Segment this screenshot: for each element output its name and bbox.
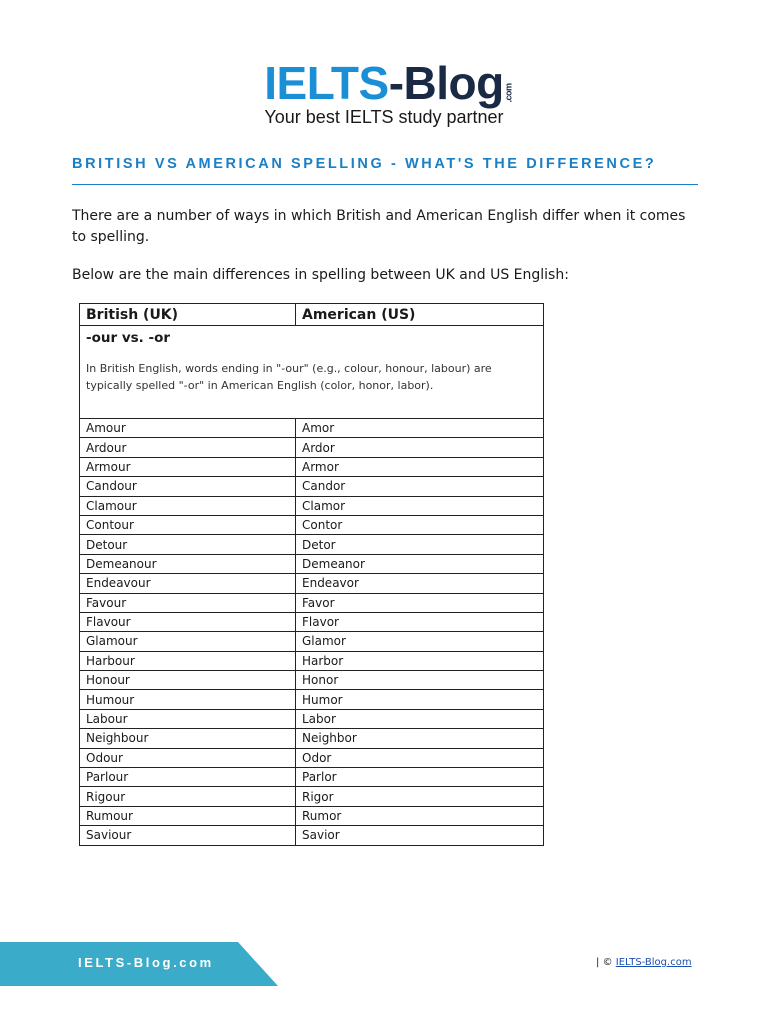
cell-british: Humour — [80, 690, 296, 709]
cell-british: Odour — [80, 748, 296, 767]
intro-paragraph-2: Below are the main differences in spelling between UK and US English: — [72, 267, 569, 283]
cell-british: Labour — [80, 709, 296, 728]
cell-british: Detour — [80, 535, 296, 554]
table-row — [80, 574, 544, 593]
cell-british: Armour — [80, 457, 296, 476]
cell-american: Favor — [296, 593, 544, 612]
cell-american: Flavor — [296, 612, 544, 631]
table-row — [80, 496, 544, 515]
table-row — [80, 554, 544, 573]
cell-american: Savior — [296, 826, 544, 845]
cell-american: Endeavor — [296, 574, 544, 593]
cell-american: Detor — [296, 535, 544, 554]
cell-american: Rumor — [296, 806, 544, 825]
table-row — [80, 709, 544, 728]
cell-american: Ardor — [296, 438, 544, 457]
table-row — [80, 515, 544, 534]
cell-british: Glamour — [80, 632, 296, 651]
footer-site-label: IELTS-Blog.com — [78, 955, 214, 970]
cell-american: Armor — [296, 457, 544, 476]
table-header-row — [80, 304, 544, 326]
cell-british: Favour — [80, 593, 296, 612]
cell-british: Contour — [80, 515, 296, 534]
cell-british: Rigour — [80, 787, 296, 806]
table-row — [80, 651, 544, 670]
cell-british: Endeavour — [80, 574, 296, 593]
cell-british: Demeanour — [80, 554, 296, 573]
cell-american: Candor — [296, 477, 544, 496]
table-row — [80, 787, 544, 806]
heading-divider — [72, 184, 698, 185]
section-row — [80, 326, 544, 419]
copyright-symbol: © — [602, 957, 613, 968]
cell-british: Rumour — [80, 806, 296, 825]
cell-american: Rigor — [296, 787, 544, 806]
table-row — [80, 671, 544, 690]
cell-american: Humor — [296, 690, 544, 709]
section-description: In British English, words ending in "-our" (e.g., colour, honour, labour) are typically spelled "-or" in American English (color, honor, labor). — [86, 362, 492, 392]
logo-com: .com — [503, 83, 514, 103]
table-row — [80, 593, 544, 612]
logo — [0, 58, 768, 108]
cell-american: Clamor — [296, 496, 544, 515]
table-row — [80, 768, 544, 787]
cell-american: Glamor — [296, 632, 544, 651]
cell-british: Saviour — [80, 826, 296, 845]
logo-wordmark — [264, 57, 514, 109]
header-british: British (UK) — [80, 304, 296, 326]
logo-ielts: IELTS — [264, 57, 389, 109]
table-row — [80, 826, 544, 845]
cell-american: Parlor — [296, 768, 544, 787]
cell-british: Ardour — [80, 438, 296, 457]
table-row — [80, 806, 544, 825]
cell-british: Neighbour — [80, 729, 296, 748]
copyright — [596, 957, 692, 968]
cell-american: Harbor — [296, 651, 544, 670]
cell-british: Honour — [80, 671, 296, 690]
section-title: -our vs. -or — [86, 330, 171, 346]
table-row — [80, 457, 544, 476]
table-row — [80, 535, 544, 554]
header-american: American (US) — [296, 304, 544, 326]
cell-british: Candour — [80, 477, 296, 496]
logo-blog: -Blog — [388, 57, 504, 109]
cell-american: Demeanor — [296, 554, 544, 573]
cell-british: Flavour — [80, 612, 296, 631]
cell-british: Amour — [80, 419, 296, 438]
table-row — [80, 612, 544, 631]
cell-american: Honor — [296, 671, 544, 690]
cell-british: Harbour — [80, 651, 296, 670]
cell-american: Labor — [296, 709, 544, 728]
table-row — [80, 690, 544, 709]
section-cell — [80, 326, 544, 419]
cell-american: Amor — [296, 419, 544, 438]
cell-british: Clamour — [80, 496, 296, 515]
table-row — [80, 748, 544, 767]
copyright-link[interactable]: IELTS-Blog.com — [615, 957, 692, 968]
table-row — [80, 632, 544, 651]
spelling-table — [79, 303, 544, 846]
cell-american: Contor — [296, 515, 544, 534]
copyright-separator: | — [596, 957, 600, 968]
cell-american: Odor — [296, 748, 544, 767]
cell-british: Parlour — [80, 768, 296, 787]
table-row — [80, 729, 544, 748]
tagline: Your best IELTS study partner — [264, 107, 504, 127]
table-row — [80, 419, 544, 438]
table-row — [80, 477, 544, 496]
page-title: BRITISH VS AMERICAN SPELLING - WHAT'S THE DIFFERENCE? — [72, 156, 657, 172]
table-row — [80, 438, 544, 457]
cell-american: Neighbor — [296, 729, 544, 748]
intro-paragraph-1: There are a number of ways in which British and American English differ when it comes to spelling. — [72, 208, 686, 245]
